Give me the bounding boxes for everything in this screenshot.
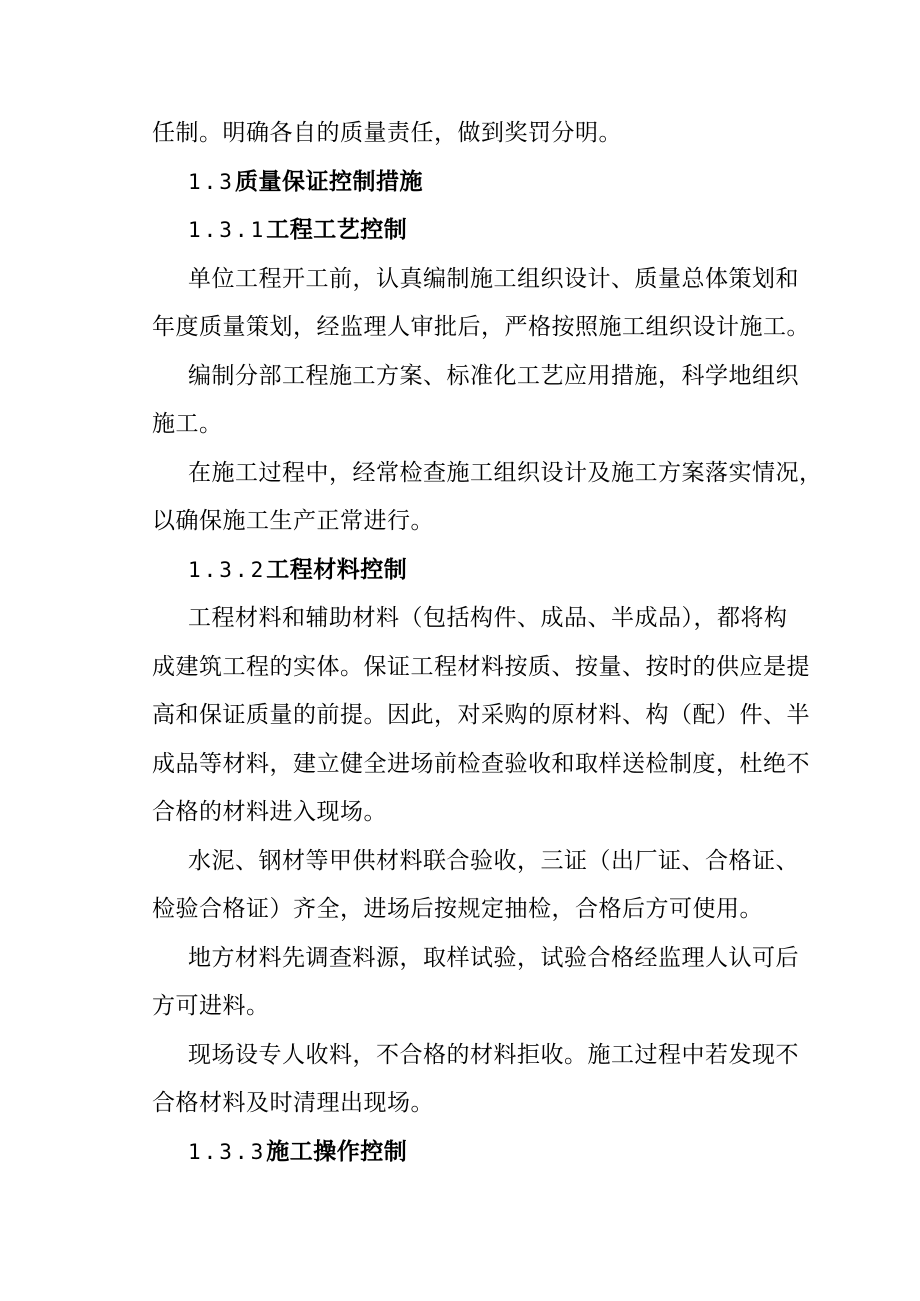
- paragraph-line: 在施工过程中，经常检查施工组织设计及施工方案落实情况，: [188, 459, 823, 486]
- paragraph-line: 年度质量策划，经监理人审批后，严格按照施工组织设计施工。: [152, 314, 810, 340]
- paragraph-line: 合格的材料进入现场。: [152, 799, 387, 825]
- paragraph-line: 任制。明确各自的质量责任，做到奖罚分明。: [152, 120, 622, 146]
- paragraph-line: 单位工程开工前，认真编制施工组织设计、质量总体策划和: [188, 265, 799, 292]
- paragraph-line: 水泥、钢材等甲供材料联合验收，三证（出厂证、合格证、: [188, 847, 799, 874]
- paragraph-line: 成品等材料，建立健全进场前检查验收和取样送检制度，杜绝不: [152, 750, 810, 777]
- paragraph-line: 地方材料先调查料源，取样试验，试验合格经监理人认可后: [188, 944, 799, 971]
- paragraph-line: 合格材料及时清理出现场。: [152, 1090, 434, 1116]
- section-heading-1-3-3: [152, 1128, 812, 1177]
- section-heading-1-3: [152, 158, 812, 207]
- section-heading-1-3-1: [152, 206, 812, 255]
- section-title: 工程材料控制: [266, 555, 408, 583]
- paragraph-line: 现场设专人收料，不合格的材料拒收。施工过程中若发现不: [188, 1041, 799, 1068]
- section-title: 施工操作控制: [266, 1137, 408, 1165]
- section-number: 1.3: [188, 169, 235, 194]
- section-number: 1.3.1: [188, 218, 267, 242]
- paragraph-line: 成建筑工程的实体。保证工程材料按质、按量、按时的供应是提: [152, 653, 810, 680]
- document-body: [152, 109, 823, 1176]
- section-number: 1.3.3: [188, 1139, 267, 1164]
- paragraph-line: 方可进料。: [152, 993, 270, 1019]
- section-title: 质量保证控制措施: [234, 167, 423, 195]
- paragraph-line: 高和保证质量的前提。因此，对采购的原材料、构（配）件、半: [152, 702, 810, 728]
- paragraph-line: 编制分部工程施工方案、标准化工艺应用措施，科学地组织: [188, 362, 799, 389]
- section-title: 工程工艺控制: [266, 216, 408, 243]
- paragraph-line: 施工。: [152, 411, 223, 437]
- paragraph-line: 以确保施工生产正常进行。: [152, 508, 434, 534]
- paragraph-line: 检验合格证）齐全，进场后按规定抽检，合格后方可使用。: [152, 896, 763, 922]
- paragraph-line: 工程材料和辅助材料（包括构件、成品、半成品），都将构: [188, 605, 788, 631]
- section-heading-1-3-2: [152, 546, 812, 595]
- section-number: 1.3.2: [188, 557, 267, 582]
